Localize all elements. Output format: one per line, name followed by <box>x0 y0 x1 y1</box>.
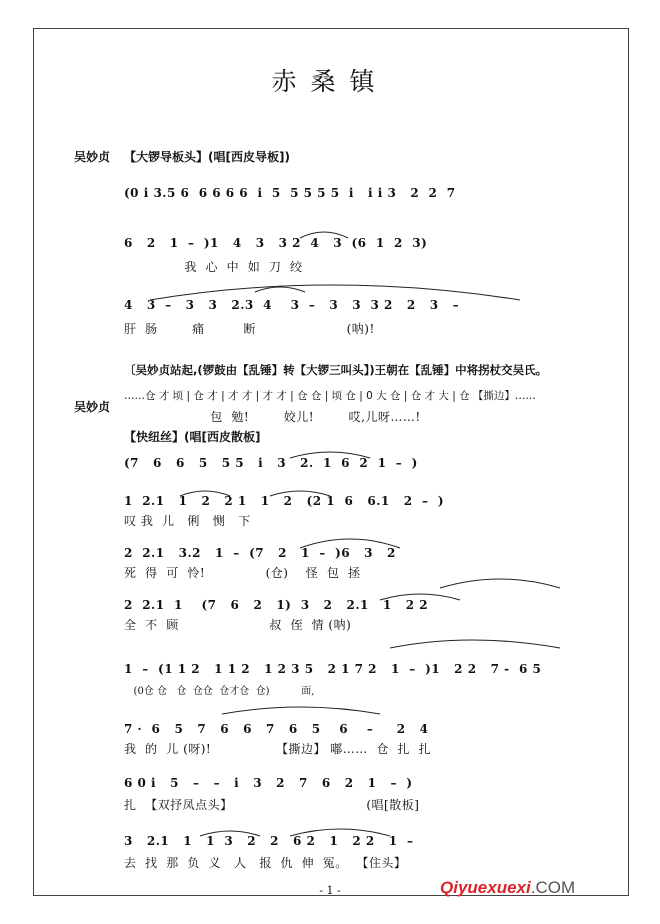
score-line-4: (7 6 6 5 5 5 i 3 2. 1 6 2 1 – ) <box>124 456 418 470</box>
role-name-2: 吴妙贞 <box>74 400 111 414</box>
lyric-line-2: 我 心 中 如 刀 绞 <box>124 260 303 274</box>
score-line-5: 1 2.1 1 2 2 1 1 2 (2 1 6 6.1 2 – ) <box>124 494 444 508</box>
role-name: 吴妙贞 <box>74 150 111 164</box>
score-line-11: 3 2.1 1 1 3 2 2 6 2 1 2 2 1 – <box>124 834 414 848</box>
site-watermark <box>440 878 575 898</box>
lyric-line-6: 死 得 可 怜! (仓) 怪 包 拯 <box>124 566 361 580</box>
lyric-line-10: 扎 【双抒凤点头】 (唱[散板] <box>124 798 420 812</box>
lyric-line-9: 我 的 儿 (呀)! 【撕边】 嘟…… 仓 扎 扎 <box>124 742 432 756</box>
watermark-gray: .COM <box>530 878 576 897</box>
score-line-1: (0 i 3.5 6 6 6 6 6 i 5 5 5 5 5 i i i 3 2 2 7 <box>124 186 456 200</box>
score-line-9: 7 · 6 5 7 6 6 7 6 5 6 – 2 4 <box>124 722 429 736</box>
score-line-2: 6 2 1 – )1 4 3 3 2 4 3 (6 1 2 3) <box>124 236 428 250</box>
score-line-8: 1 – (1 1 2 1 1 2 1 2 3 5 2 1 7 2 1 – )1 2 2 7 - 6 5 <box>124 662 542 676</box>
lyric-line-11: 去 找 那 负 义 人 报 仇 伸 冤。 【住头】 <box>124 856 407 870</box>
lyric-line-7: 全 不 顾 叔 侄 情 (呐) <box>124 618 352 632</box>
score-line-3: 4 3 – 3 3 2.3 4 3 – 3 3 3 2 2 3 – <box>124 298 460 312</box>
section-header-2: 【快纽丝】(唱[西皮散板] <box>124 430 261 444</box>
lyric-line-8: (0仓 仓 仓 仓仓 仓才仓 仓) 面, <box>124 686 315 697</box>
score-line-6: 2 2.1 3.2 1 – (7 2 1 – )6 3 2 <box>124 546 396 560</box>
score-line-7: 2 2.1 1 (7 6 2 1) 3 2 2.1 1 2 2 <box>124 598 429 612</box>
section-direction: 【大锣导板头】(唱[西皮导板]) <box>124 150 290 164</box>
stage-direction: 〔吴妙贞站起,(锣鼓由【乱锤】转【大锣三叫头】)王朝在【乱锤】中将拐杖交吴氏。 <box>124 363 548 377</box>
lyric-line-3: 肝 肠 痛 断 (呐)! <box>124 322 375 336</box>
watermark-red: Qiyuexuexi <box>440 878 531 897</box>
score-line-10: 6 0 i 5 – – i 3 2 7 6 2 1 – ) <box>124 776 413 790</box>
page-number: - 1 - <box>319 884 341 897</box>
lyric-line-5: 叹 我 儿 俐 恻 下 <box>124 514 251 528</box>
percussion-lyrics: 包 勉! 姣儿! 哎,儿呀……! <box>124 410 421 424</box>
score-title: 赤桑镇 <box>271 67 389 96</box>
percussion-line: ……仓 才 顷 | 仓 才 | 才 才 | 才 才 | 仓 仓 | 顷 仓 | 0 大 仓 | 仓 才 大 | 仓 【撕边】…… <box>124 390 536 402</box>
